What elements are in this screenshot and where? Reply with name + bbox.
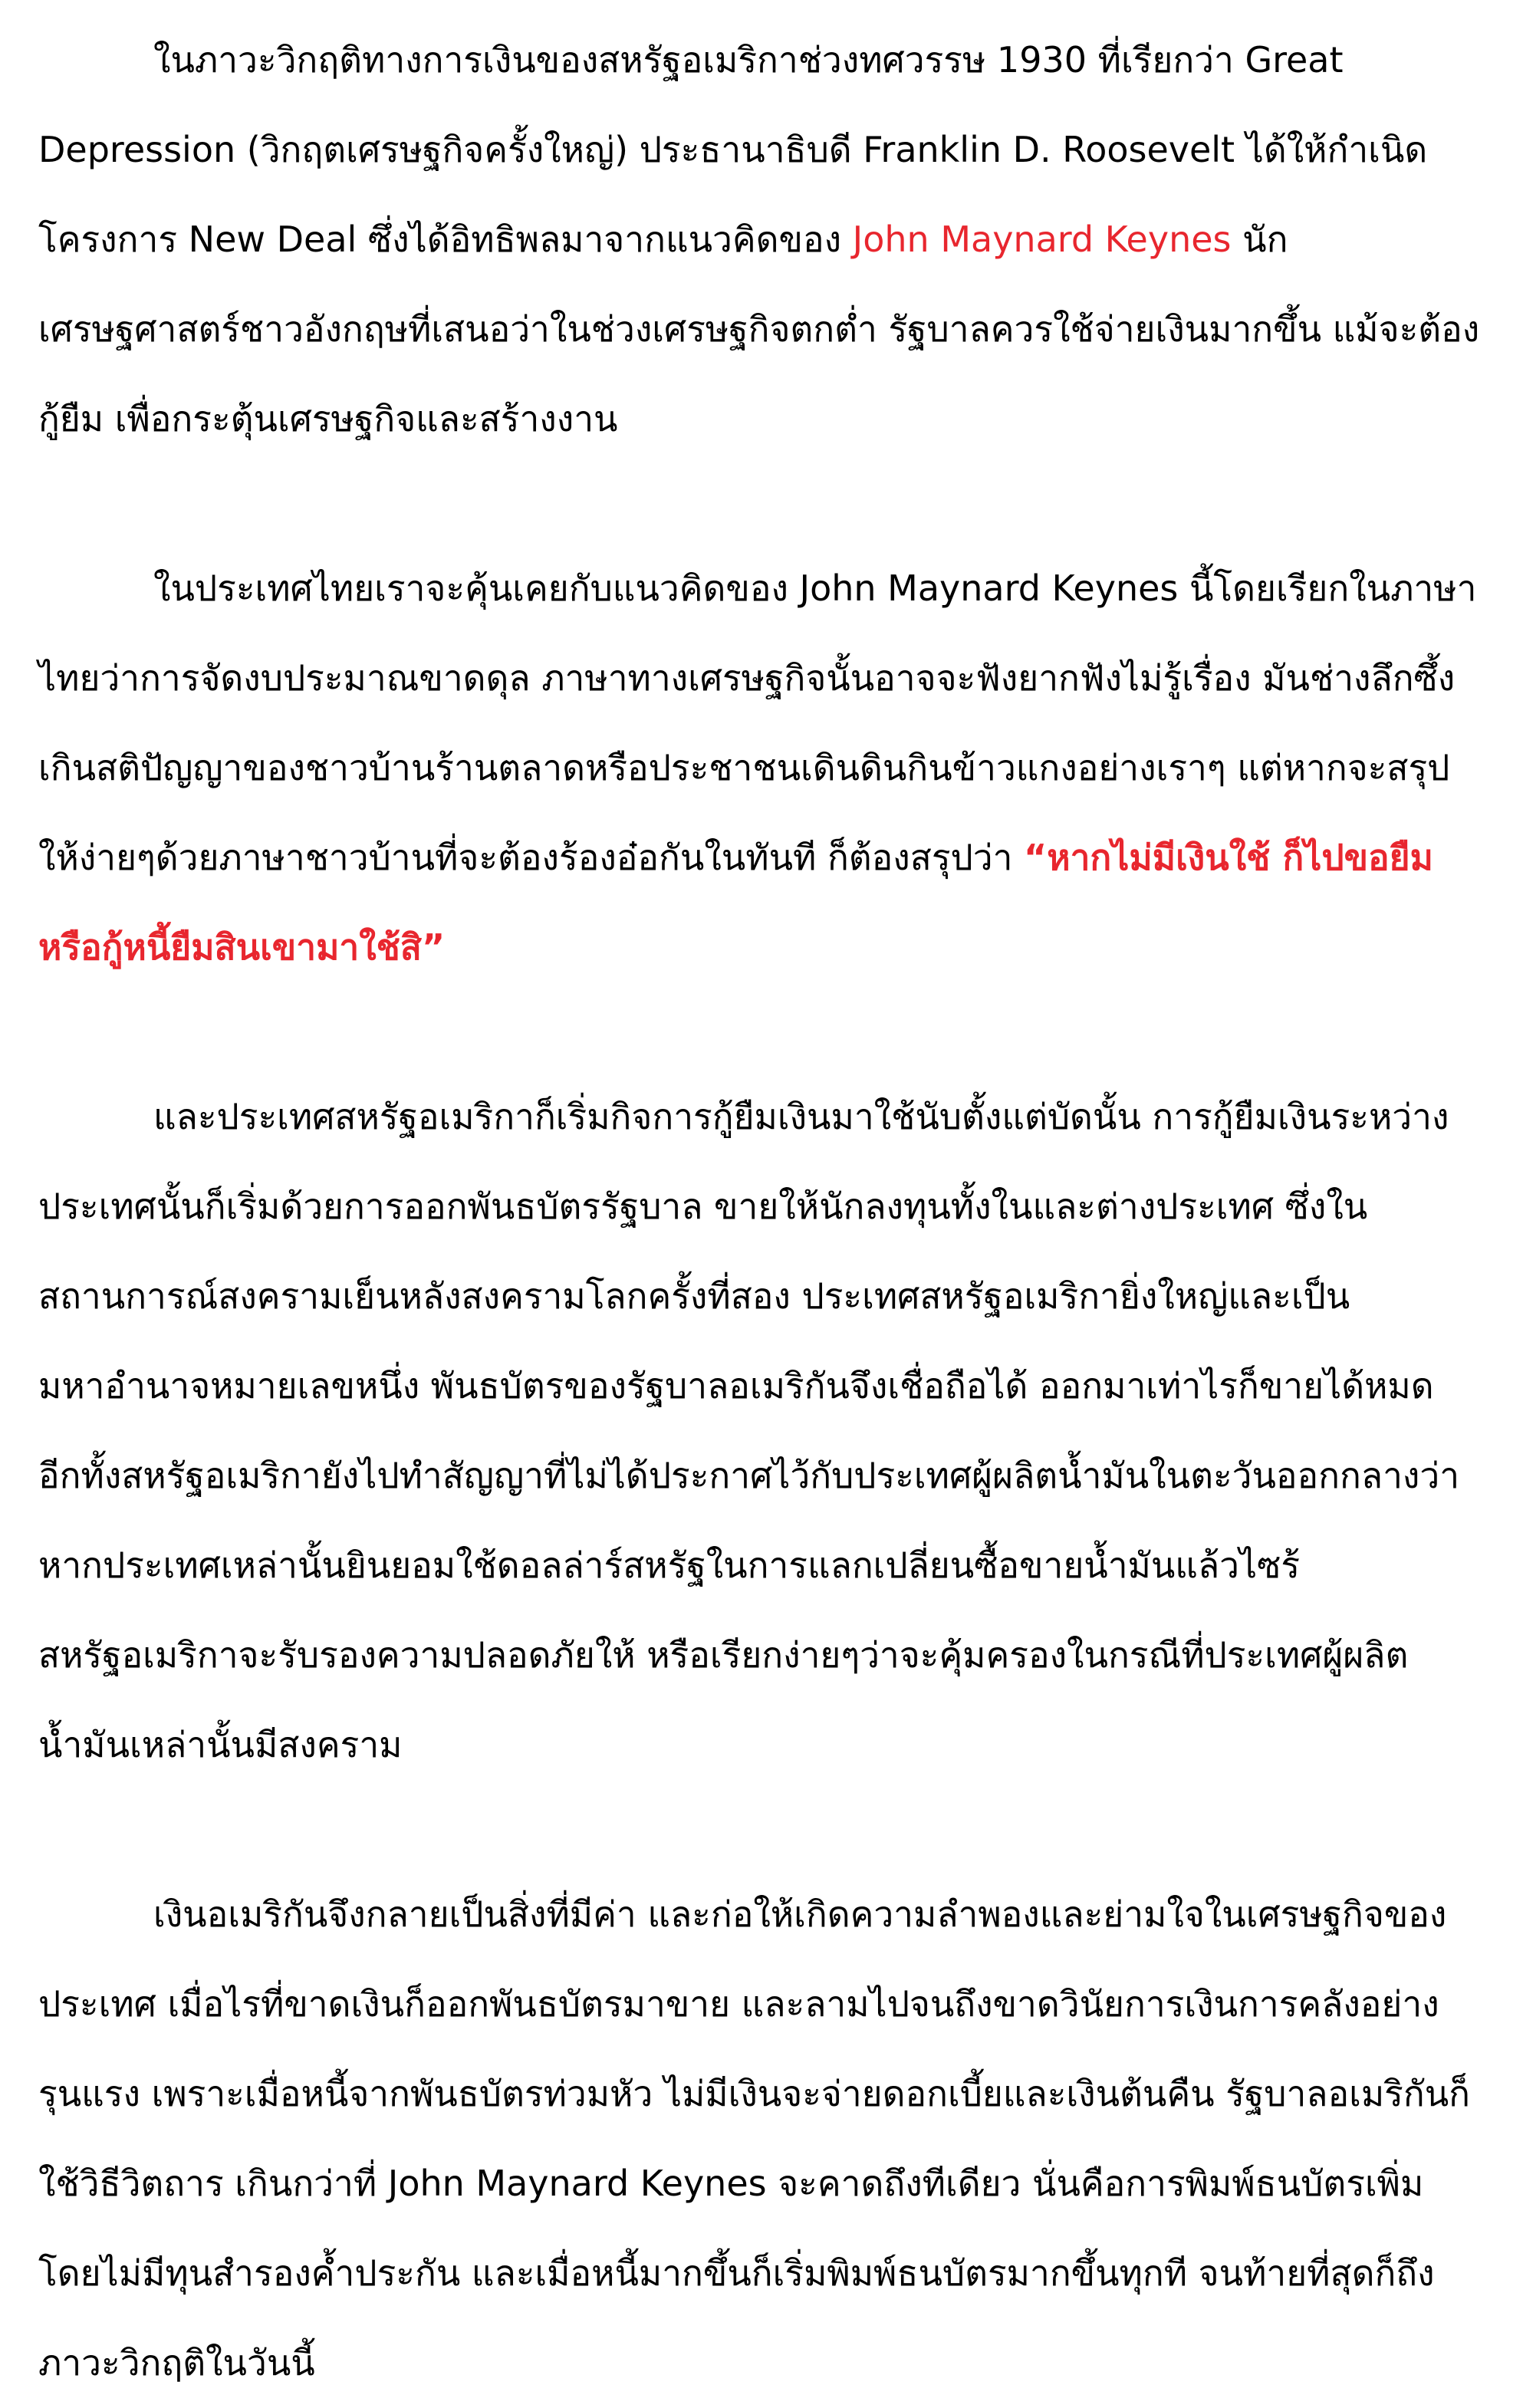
document-page — [38, 15, 1480, 2408]
paragraph-great-depression — [38, 15, 1480, 464]
paragraph-4-text: เงินอเมริกันจึงกลายเป็นสิ่งที่มีค่า และก่อให้เกิดความลำพองและย่ามใจในเศรษฐกิจของประเทศ เมื่อไรที่ขาดเงินก็ออกพันธบัตรมาขาย และลามไปจนถึงขาดวินัยการเงินการคลังอย่างรุนแรง เพราะเมื่อหนี้จากพันธบัตรท่วมหัว ไม่มีเงินจะจ่ายดอกเบี้ยและเงินต้นคืน รัฐบาลอเมริกันก็ใช้วิธีวิตถาร เกินกว่าที่ John Maynard Keynes จะคาดถึงทีเดียว นั่นคือการพิมพ์ธนบัตรเพิ่มโดยไม่มีทุนสำรองค้ำประกัน และเมื่อหนี้มากขึ้นก็เริ่มพิมพ์ธนบัตรมากขึ้นทุกที จนท้ายที่สุดก็ถึงภาวะวิกฤติในวันนี้ — [38, 1893, 1471, 2383]
paragraph-3-text: และประเทศสหรัฐอเมริกาก็เริ่มกิจการกู้ยืมเงินมาใช้นับตั้งแต่บัดนั้น การกู้ยืมเงินระหว่างประเทศนั้นก็เริ่มด้วยการออกพันธบัตรรัฐบาล ขายให้นักลงทุนทั้งในและต่างประเทศ ซึ่งในสถานการณ์สงครามเย็นหลังสงครามโลกครั้งที่สอง ประเทศสหรัฐอเมริกายิ่งใหญ่และเป็นมหาอำนาจหมายเลขหนึ่ง พันธบัตรของรัฐบาลอเมริกันจึงเชื่อถือได้ ออกมาเท่าไรก็ขายได้หมด อีกทั้งสหรัฐอเมริกายังไปทำสัญญาที่ไม่ได้ประกาศไว้กับประเทศผู้ผลิตน้ำมันในตะวันออกกลางว่าหากประเทศเหล่านั้นยินยอมใช้ดอลล่าร์สหรัฐในการแลกเปลี่ยนซื้อขายน้ำมันแล้วไซร้ สหรัฐอเมริกาจะรับรองความปลอดภัยให้ หรือเรียกง่ายๆว่าจะคุ้มครองในกรณีที่ประเทศผู้ผลิตน้ำมันเหล่านั้นมีสงคราม — [38, 1096, 1460, 1765]
paragraph-1-tail: นักเศรษฐศาสตร์ชาวอังกฤษที่เสนอว่าในช่วงเศรษฐกิจตกต่ำ รัฐบาลควรใช้จ่ายเงินมากขึ้น แม้จะต้องกู้ยืม เพื่อกระตุ้นเศรษฐกิจและสร้างงาน — [38, 219, 1480, 439]
paragraph-2-text: ในประเทศไทยเราจะคุ้นเคยกับแนวคิดของ John Maynard Keynes นี้โดยเรียกในภาษาไทยว่าการจัดงบประมาณขาดดุล ภาษาทางเศรษฐกิจนั้นอาจจะฟังยากฟังไม่รู้เรื่อง มันช่างลึกซึ้งเกินสติปัญญาของชาวบ้านร้านตลาดหรือประชาชนเดินดินกินข้าวแกงอย่างเราๆ แต่หากจะสรุปให้ง่ายๆด้วยภาษาชาวบ้านที่จะต้องร้องอ๋อกันในทันที ก็ต้องสรุปว่า — [38, 567, 1477, 878]
paragraph-us-borrowing — [38, 1072, 1480, 1790]
borrowing-quote-highlight: “หากไม่มีเงินใช้ ก็ไปขอยืมหรือกู้หนี้ยืมสินเขามาใช้สิ” — [38, 837, 1433, 968]
paragraph-money-printing-crisis — [38, 1870, 1480, 2408]
paragraph-thai-deficit-budget — [38, 544, 1480, 992]
paragraph-1-text: ในภาวะวิกฤติทางการเงินของสหรัฐอเมริกาช่วงทศวรรษ 1930 ที่เรียกว่า Great Depression (วิกฤตเศรษฐกิจครั้งใหญ่) ประธานาธิบดี Franklin D. Roosevelt ได้ให้กำเนิดโครงการ New Deal ซึ่งได้อิทธิพลมาจากแนวคิดของ — [38, 39, 1428, 260]
keynes-highlight: John Maynard Keynes — [852, 219, 1232, 260]
